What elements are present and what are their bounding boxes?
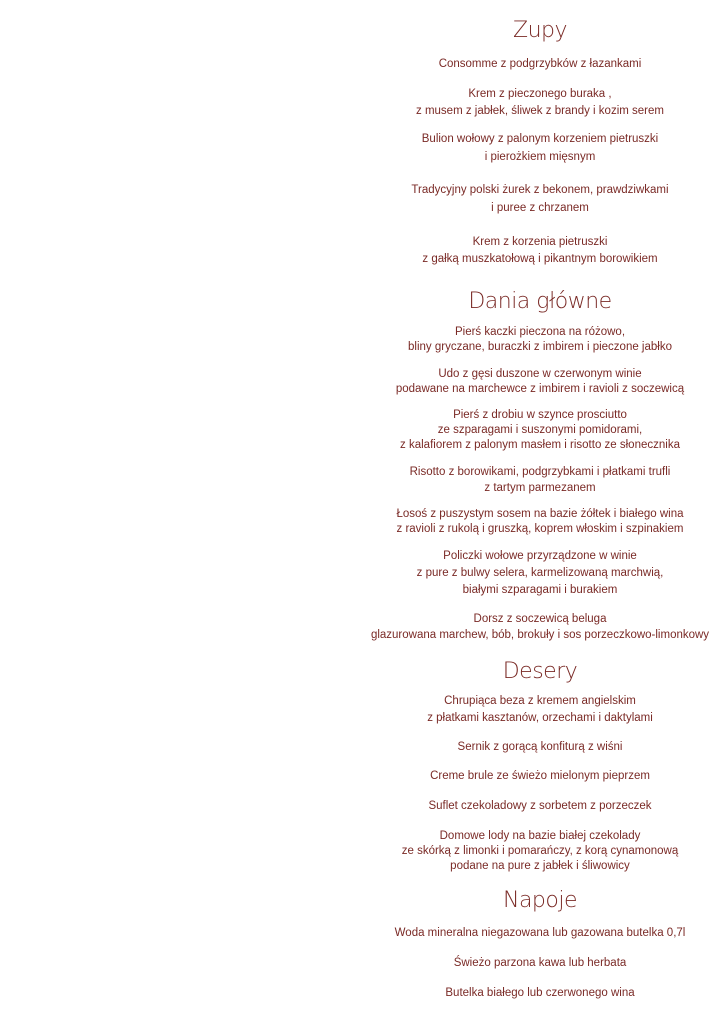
menu-item-line: Pierś z drobiu w szynce prosciutto xyxy=(453,409,627,421)
menu-item-line: bliny gryczane, buraczki z imbirem i pieczone jabłko xyxy=(408,341,672,353)
menu-item-line: Tradycyjny polski żurek z bekonem, prawdziwkami xyxy=(411,184,669,196)
menu-item-line: Suflet czekoladowy z sorbetem z porzeczek xyxy=(428,800,652,812)
menu-item-line: Udo z gęsi duszone w czerwonym winie xyxy=(438,368,642,380)
menu-item-line: Risotto z borowikami, podgrzybkami i płatkami trufli xyxy=(409,466,671,478)
menu-item-line: Krem z korzenia pietruszki xyxy=(472,236,608,248)
menu-item-line: Policzki wołowe przyrządzone w winie xyxy=(443,550,637,562)
menu-item-line: Domowe lody na bazie białej czekolady xyxy=(439,830,641,842)
section-heading-napoje: Napoje xyxy=(502,888,577,913)
menu-item-line: Sernik z gorącą konfiturą z wiśni xyxy=(457,741,623,753)
menu-item-line: Creme brule ze świeżo mielonym pieprzem xyxy=(430,770,650,782)
menu-item-line: Łosoś z puszystym sosem na bazie żółtek i białego wina xyxy=(396,508,684,520)
menu-item-line: Chrupiąca beza z kremem angielskim xyxy=(444,695,636,707)
menu-item-line: Bulion wołowy z palonym korzeniem pietruszki xyxy=(421,133,659,145)
menu-item-line: z kalafiorem z palonym masłem i risotto ze słonecznika xyxy=(400,439,680,451)
menu-item-line: z gałką muszkatołową i pikantnym borowikiem xyxy=(422,253,658,265)
menu-item-line: i pierożkiem mięsnym xyxy=(484,151,596,163)
section-heading-zupy: Zupy xyxy=(513,18,567,43)
menu-item-line: Dorsz z soczewicą beluga xyxy=(473,613,607,625)
menu-item-line: Butelka białego lub czerwonego wina xyxy=(445,987,635,999)
menu-item-line: Woda mineralna niegazowana lub gazowana butelka 0,7l xyxy=(394,927,686,939)
menu-item-line: z płatkami kasztanów, orzechami i daktylami xyxy=(427,712,653,724)
menu-item-line: ze skórką z limonki i pomarańczy, z korą cynamonową xyxy=(401,845,679,857)
menu-item-line: Krem z pieczonego buraka , xyxy=(468,88,612,100)
menu-item-line: glazurowana marchew, bób, brokuły i sos porzeczkowo-limonkowy xyxy=(370,629,710,641)
menu-item-line: Consomme z podgrzybków z łazankami xyxy=(438,58,642,70)
menu-item-line: ze szparagami i suszonymi pomidorami, xyxy=(437,424,643,436)
menu-item-line: z ravioli z rukolą i gruszką, koprem włoskim i szpinakiem xyxy=(396,523,684,535)
section-heading-dania-glowne: Dania główne xyxy=(468,289,612,314)
menu-item-line: Świeżo parzona kawa lub herbata xyxy=(453,957,627,969)
menu-item-line: z tartym parmezanem xyxy=(484,482,596,494)
menu-item-line: z pure z bulwy selera, karmelizowaną marchwią, xyxy=(416,567,664,579)
section-heading-desery: Desery xyxy=(502,659,578,684)
menu-item-line: białymi szparagami i burakiem xyxy=(462,584,618,596)
menu-item-line: z musem z jabłek, śliwek z brandy i kozim serem xyxy=(416,105,664,117)
menu-item-line: Pierś kaczki pieczona na różowo, xyxy=(454,326,626,338)
menu-item-line: podane na pure z jabłek i śliwowicy xyxy=(450,860,630,872)
menu-item-line: podawane na marchewce z imbirem i ravioli z soczewicą xyxy=(395,383,685,395)
menu-item-line: i puree z chrzanem xyxy=(491,202,589,214)
